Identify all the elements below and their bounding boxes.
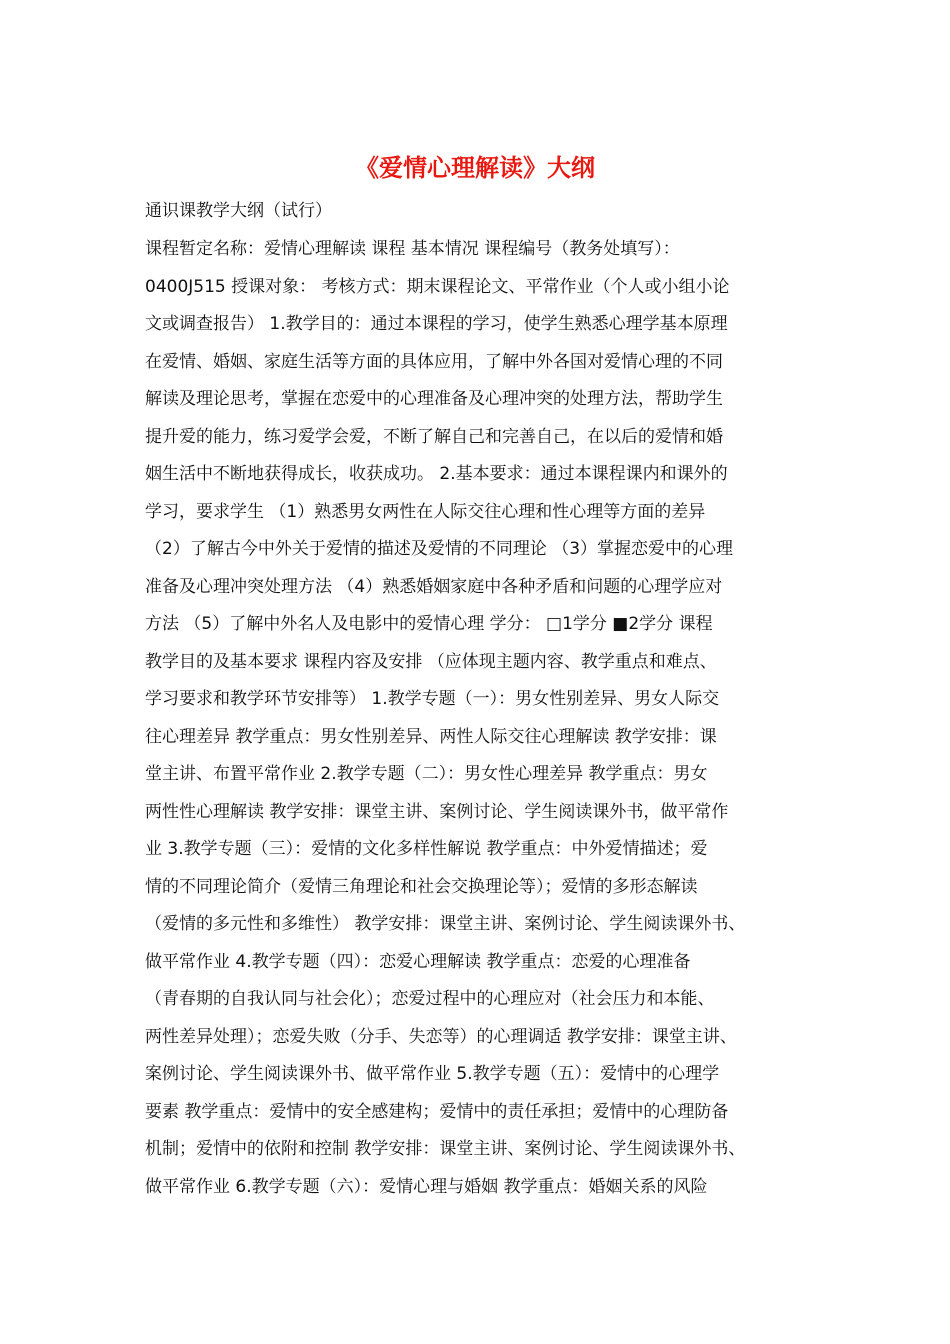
- body-line: 业 3.教学专题（三）：爱情的文化多样性解说 教学重点：中外爱情描述；爱: [145, 839, 708, 859]
- body-line: 做平常作业 4.教学专题（四）：恋爱心理解读 教学重点：恋爱的心理准备: [145, 951, 691, 972]
- body-line: 姻生活中不断地获得成长，收获成功。 2.基本要求：通过本课程课内和课外的: [145, 464, 728, 484]
- body-line: （青春期的自我认同与社会化）；恋爱过程中的心理应对（社会压力和本能、: [145, 989, 715, 1009]
- document-title: 《爱情心理解读》大纲: [355, 153, 595, 182]
- body-line: 做平常作业 6.教学专题（六）：爱情心理与婚姻 教学重点：婚姻关系的风险: [145, 1176, 708, 1197]
- body-line: 提升爱的能力，练习爱学会爱，不断了解自己和完善自己，在以后的爱情和婚: [145, 426, 723, 447]
- body-line: 0400J515 授课对象： 考核方式：期末课程论文、平常作业（个人或小组小论: [145, 276, 730, 297]
- body-line: （2）了解古今中外关于爱情的描述及爱情的不同理论 （3）掌握恋爱中的心理: [145, 539, 734, 559]
- body-line: 要素 教学重点：爱情中的安全感建构；爱情中的责任承担；爱情中的心理防备: [145, 1101, 729, 1122]
- body-line: 两性差异处理）；恋爱失败（分手、失恋等）的心理调适 教学安排：课堂主讲、: [145, 1026, 737, 1047]
- document-subtitle: 通识课教学大纲（试行）: [145, 201, 332, 221]
- document-body: [145, 231, 825, 1206]
- body-line: （爱情的多元性和多维性） 教学安排：课堂主讲、案例讨论、学生阅读课外书、: [145, 914, 746, 934]
- body-line: 往心理差异 教学重点：男女性别差异、两性人际交往心理解读 教学安排：课: [145, 726, 717, 747]
- body-line: 解读及理论思考，掌握在恋爱中的心理准备及心理冲突的处理方法，帮助学生: [145, 389, 723, 409]
- body-line: 学习，要求学生 （1）熟悉男女两性在人际交往心理和性心理等方面的差异: [145, 501, 706, 522]
- body-line: 方法 （5）了解中外名人及电影中的爱情心理 学分： □1学分 ■2学分 课程: [145, 614, 713, 634]
- body-line: 堂主讲、布置平常作业 2.教学专题（二）：男女性心理差异 教学重点：男女: [145, 764, 708, 784]
- body-line: 情的不同理论简介（爱情三角理论和社会交换理论等）；爱情的多形态解读: [145, 876, 698, 897]
- body-line: 教学目的及基本要求 课程内容及安排 （应体现主题内容、教学重点和难点、: [145, 651, 717, 672]
- body-line: 案例讨论、学生阅读课外书、做平常作业 5.教学专题（五）：爱情中的心理学: [145, 1064, 720, 1084]
- body-line: 在爱情、婚姻、家庭生活等方面的具体应用，了解中外各国对爱情心理的不同: [145, 351, 723, 372]
- body-line: 学习要求和教学环节安排等） 1.教学专题（一）：男女性别差异、男女人际交: [145, 689, 720, 709]
- body-line: 准备及心理冲突处理方法 （4）熟悉婚姻家庭中各种矛盾和问题的心理学应对: [145, 576, 723, 597]
- body-line: 课程暂定名称：爱情心理解读 课程 基本情况 课程编号（教务处填写）：: [145, 239, 680, 259]
- body-line: 文或调查报告） 1.教学目的：通过本课程的学习，使学生熟悉心理学基本原理: [145, 314, 728, 334]
- body-line: 机制；爱情中的依附和控制 教学安排：课堂主讲、案例讨论、学生阅读课外书、: [145, 1139, 746, 1159]
- body-line: 两性性心理解读 教学安排：课堂主讲、案例讨论、学生阅读课外书，做平常作: [145, 801, 729, 822]
